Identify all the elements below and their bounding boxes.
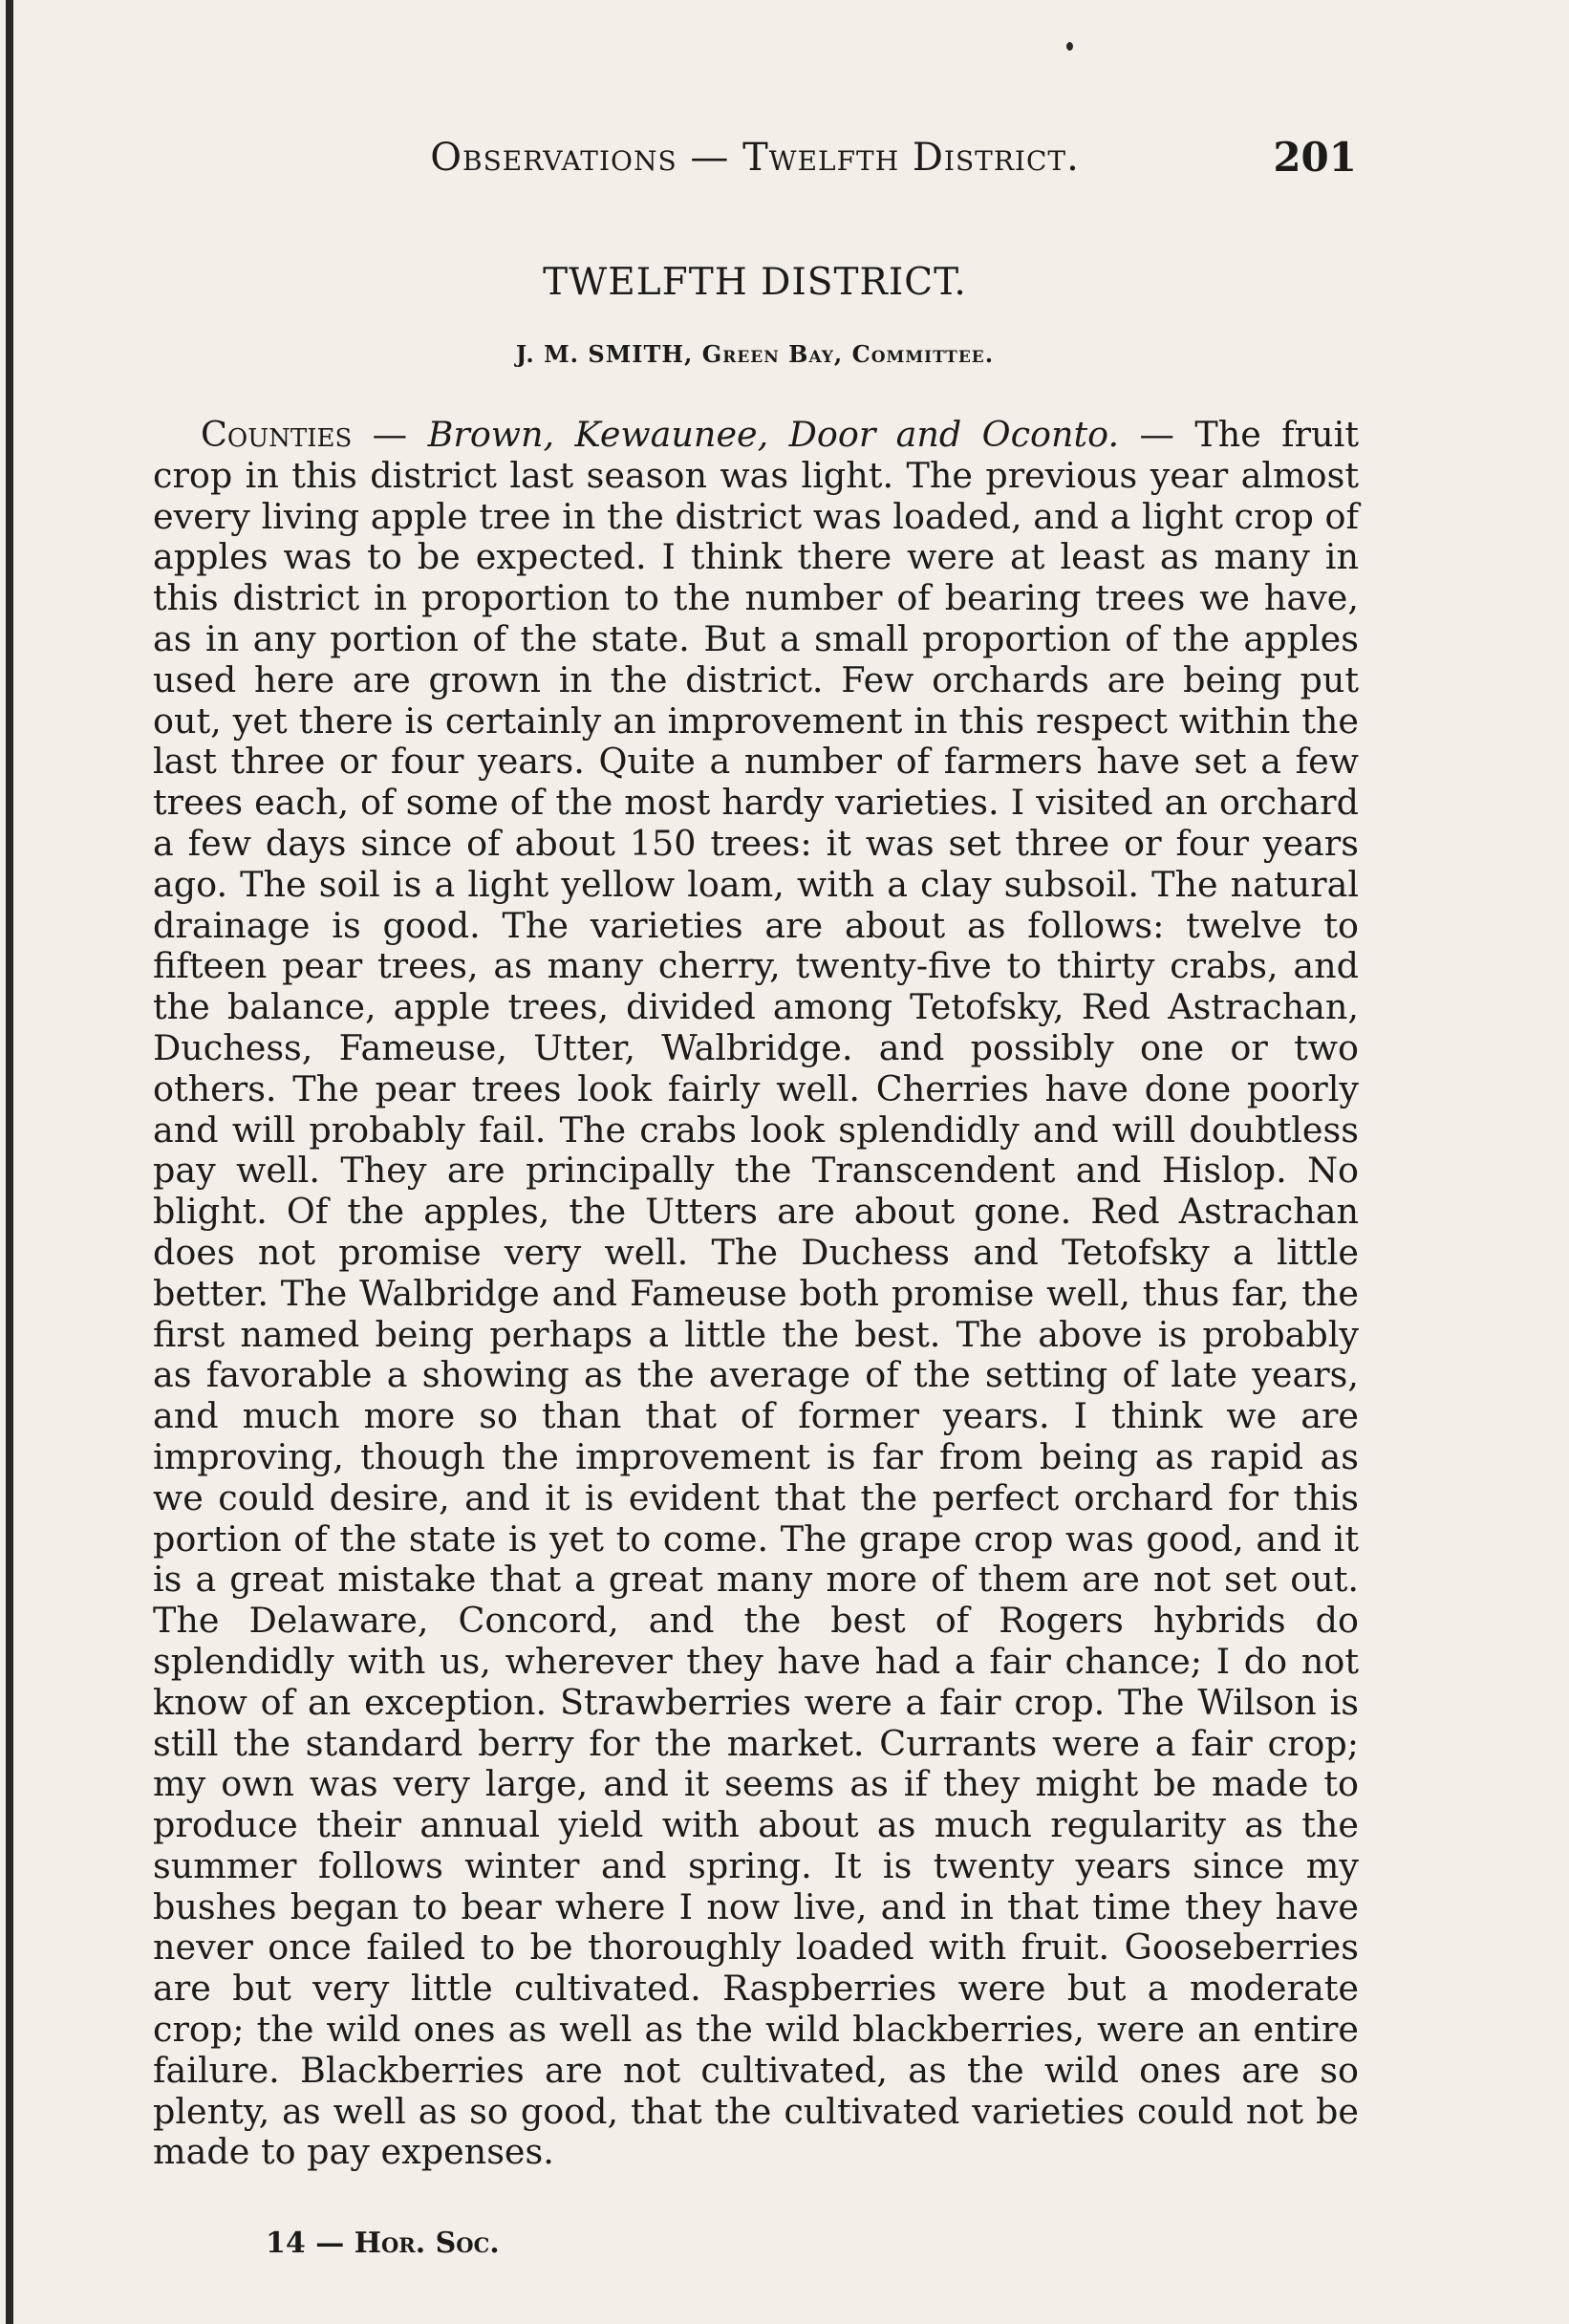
running-head — [0, 134, 1569, 182]
counties-list: Brown, Kewaunee, Door and Oconto. — [427, 414, 1120, 455]
running-title: Observations — Twelfth District. — [430, 136, 1080, 180]
signature-mark: 14 — Hor. Soc. — [266, 2227, 500, 2260]
committee-line: J. M. SMITH, Green Bay, Committee. — [515, 340, 995, 368]
ink-speck — [1066, 42, 1073, 51]
body-text: — The fruit crop in this district last season was light. The previous year almost every living apple tree in the district was loaded, and a light crop of apples was to be expected. I think there were at least as many in this district in proportion to the number of bearing trees we have, as in any portion of the state. But a small proportion of the apples used here are grown in the district. Few orchards are being put out, yet there is certainly an improvement in this respect within the last three or four years. Quite a number of farmers have set a few trees each, of some of the most hardy varieties. I visited an orchard a few days since of about 150 trees: it was set three or four years ago. The soil is a light yellow loam, with a clay subsoil. The natural drainage is good. The varieties are about as follows: twelve to fifteen pear trees, as many cherry, twenty-five to thirty crabs, and the balance, apple trees, divided among Tetofsky, Red Astrachan, Duchess, Fameuse, Utter, Walbridge. and possibly one or two others. The pear trees look fairly well. Cherries have done poorly and will probably fail. The crabs look splendidly and will doubtless pay well. They are principally the Transcendent and Hislop. No blight. Of the apples, the Utters are about gone. Red Astrachan does not promise very well. The Duchess and Tetofsky a little better. The Walbridge and Fameuse both promise well, thus far, the first named being perhaps a little the best. The above is probably as favorable a showing as the average of the setting of late years, and much more so than that of former years. I think we are improving, though the improvement is far from being as rapid as we could desire, and it is evident that the perfect orchard for this portion of the state is yet to come. The grape crop was good, and it is a great mistake that a great many more of them are not set out. The Delaware, Concord, and the best of Rogers hybrids do splendidly with us, wherever they have had a fair chance; I do not know of an exception. Strawberries were a fair crop. The Wilson is still the standard berry for the market. Currants were a fair crop; my own was very large, and it seems as if they might be made to produce their annual yield with about as much regularity as the summer follows winter and spring. It is twenty years since my bushes began to bear where I now live, and in that time they have never once failed to be thoroughly loaded with fruit. Gooseberries are but very little cultivated. Raspberries were but a moderate crop; the wild ones as well as the wild blackberries, were an entire failure. Blackberries are not cultivated, as the wild ones are so plenty, as well as so good, that the cultivated varieties could not be made to pay expenses. — [153, 414, 1359, 2173]
lead-word: Counties — [201, 414, 353, 455]
lead-dash: — — [352, 414, 428, 455]
section-title: TWELFTH DISTRICT. — [543, 261, 967, 304]
page-number: 201 — [1273, 134, 1357, 181]
body-paragraph — [153, 415, 1359, 2173]
